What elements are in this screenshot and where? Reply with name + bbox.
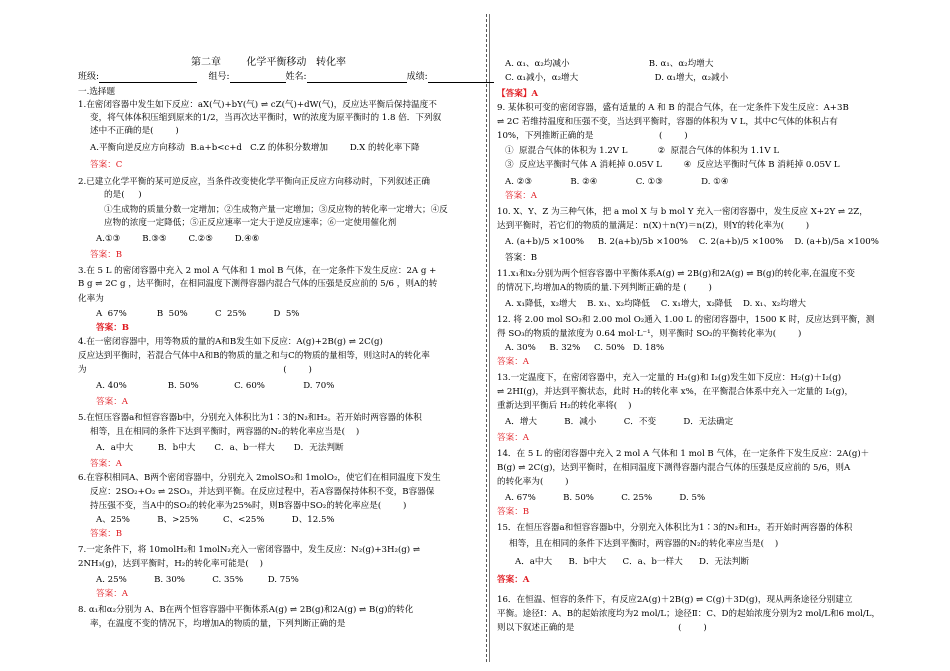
right-text-line: 14．在 5 L 的密闭容器中充入 2 mol A 气体和 1 mol B 气体，在一定条件下发生反应：2A(g)＋	[497, 449, 870, 459]
right-text-line: 的转化率为( )	[497, 477, 569, 487]
right-text-line: 重新达到平衡后 H₂的转化率将( )	[497, 401, 632, 411]
left-text-line: 相等，且在相同的条件下达到平衡时，两容器的N₂的转化率应当是( )	[90, 427, 360, 437]
left-text-line: 2.已建立化学平衡的某可逆反应，当条件改变使化学平衡向正反应方向移动时，下列叙述正确	[78, 177, 430, 187]
answer-line: 答案：A	[497, 357, 529, 367]
right-text-line: 10. X、Y、Z 为三种气体，把 a mol X 与 b mol Y 充入一密闭容器中，发生反应 X+2Y ⇌ 2Z，	[497, 207, 868, 217]
left-text-line: A 67% B 50% C 25% D 5%	[96, 309, 300, 319]
class-blank	[99, 72, 197, 83]
left-text-line: 的是( )	[104, 190, 142, 200]
left-text-line: 2NH₃(g)，达到平衡时，H₂的转化率可能是( )	[78, 559, 264, 569]
right-text-line: 相等，且在相同的条件下达到平衡时，两容器的N₂的转化率应当是( )	[509, 539, 779, 549]
column-divider-solid	[489, 14, 490, 662]
group-label: 组号:	[208, 72, 230, 82]
right-text-line: C. α₁减小，α₂增大 D. α₁增大，α₂减小	[505, 73, 729, 83]
left-text-line: A．a中大 B．b中大 C．a、b一样大 D．无法判断	[96, 443, 344, 453]
right-text-line: B(g) ⇌ 2C(g)，达到平衡时，在相同温度下测得容器内混合气体的压强是反应前的 5/6，则A	[497, 463, 851, 473]
right-text-line: A. 30% B. 32% C. 50% D. 18%	[505, 343, 665, 353]
right-text-line: 平衡。途径Ⅰ：A、B的起始浓度均为2 mol/L；途径Ⅱ：C、D的起始浓度分别为2 mol/L和6 mol/L，	[497, 609, 881, 619]
left-text-line: A、25% B、>25% C、<25% D、12.5%	[96, 515, 335, 525]
left-text-line: 4.在一密闭容器中，用等物质的量的A和B发生如下反应：A(g)+2B(g) ⇌ 2C(g)	[78, 337, 383, 347]
right-text-line: A. 67% B. 50% C. 25% D. 5%	[505, 493, 706, 503]
right-text-line: 得 SO₃的物质的量浓度为 0.64 mol·L⁻¹，则平衡时 SO₂的平衡转化率为( )	[497, 329, 802, 339]
right-text-line: A. (a+b)/5 ×100% B. 2(a+b)/5b ×100% C. 2(a+b)/5 ×100% D. (a+b)/5a ×100%	[505, 237, 879, 247]
answer-line: 【答案】A	[497, 89, 539, 99]
answer-line: 答案：B	[96, 323, 130, 333]
answer-line: 答案：A	[96, 589, 128, 599]
right-text-line: 16．在恒温、恒容的条件下，有反应2A(g)＋2B(g) ⇌ C(g)＋3D(g)，现从两条途径分别建立	[497, 595, 853, 605]
left-text-line: 3.在 5 L 的密闭容器中充入 2 mol A 气体和 1 mol B 气体，在一定条件下发生反应：2A g +	[78, 266, 437, 276]
right-text-line: 的情况下,均增加A的物质的量.下列判断正确的是 ( )	[497, 283, 712, 293]
left-text-line: 为 ( )	[78, 365, 312, 375]
left-text-line: 应物的浓度一定降低；⑤正反应速率一定大于逆反应速率；⑥一定使用催化剂	[104, 218, 397, 228]
answer-line: 答案：A	[505, 191, 537, 201]
right-text-line: ① 原混合气体的体积为 1.2V L ② 原混合气体的体积为 1.1V L	[505, 146, 780, 156]
right-text-line: 则以下叙述正确的是 ( )	[497, 623, 707, 633]
left-text-line: 一.选择题	[78, 87, 116, 97]
right-text-line: ⇌ 2C 若维持温度和压强不变，当达到平衡时，容器的体积为 V L，其中C气体的体积占有	[497, 117, 838, 127]
right-text-line: A. ②③ B. ②④ C. ①③ D. ①④	[505, 177, 729, 187]
left-text-line: 反应达到平衡时，若混合气体中A和B的物质的量之和与C的物质的量相等，则这时A的转化率	[78, 351, 430, 361]
right-text-line: 达到平衡时，若它们的物质的量满足：n(X)＋n(Y)＝n(Z)，则Y的转化率为( )	[497, 221, 810, 231]
column-divider	[486, 14, 487, 662]
left-text-line: 6.在容积相同A、B两个密闭容器中，分别充入 2molSO₂和 1molO₂，使它们在相同温度下发生	[78, 473, 441, 483]
name-label: 姓名:	[285, 72, 307, 82]
answer-line: 答案：A	[497, 433, 529, 443]
answer-line: 答案：C	[90, 160, 123, 170]
right-text-line: 9. 某体积可变的密闭容器，盛有适量的 A 和 B 的混合气体，在一定条件下发生反应：A+3B	[497, 103, 849, 113]
answer-line: 答案：A	[497, 575, 530, 585]
answer-line: 答案：A	[90, 459, 122, 469]
right-text-line: 12. 将 2.00 mol SO₂和 2.00 mol O₂通入 1.00 L 的密闭容器中，1500 K 时，反应达到平衡，测	[497, 315, 875, 325]
left-text-line: 变，将气体体积压缩到原来的1/2，当再次达平衡时，W的浓度为原平衡时的 1.8 倍．下列叙	[90, 113, 442, 123]
name-blank	[307, 72, 407, 83]
right-text-line: ⇌ 2HI(g)，并达到平衡状态，此时 H₂的转化率 x%，在平衡混合体系中充入一定量的 I₂(g)，	[497, 387, 854, 397]
left-text-line: 率，在温度不变的情况下，均增加A的物质的量，下列判断正确的是	[90, 619, 346, 629]
score-label: 成绩:	[406, 72, 428, 82]
answer-line: 答案：A	[96, 397, 128, 407]
right-text-line: A. x₁降低，x₂增大 B. x₁、x₂均降低 C. x₁增大，x₂降低 D. x₁、x₂均增大	[505, 299, 807, 309]
left-text-line: 持压强不变，当A中的SO₂的转化率为25%时，则B容器中SO₂的转化率应是( )	[90, 501, 407, 511]
answer-line: 答案：B	[90, 250, 123, 260]
class-label: 班级:	[78, 72, 100, 82]
left-text-line: 化率为	[78, 294, 104, 304]
left-text-line: 5.在恒压容器a和恒容容器b中，分别充入体积比为1∶3的N₂和H₂。若开始时两容器的体积	[78, 413, 422, 423]
page-title: 第二章 化学平衡移动 转化率	[191, 57, 346, 68]
answer-line: 答案：B	[497, 507, 530, 517]
left-text-line: ①生成物的质量分数一定增加；②生成物产量一定增加；③反应物的转化率一定增大；④反	[104, 205, 448, 215]
right-text-line: A．a中大 B．b中大 C．a、b一样大 D．无法判断	[515, 557, 749, 567]
left-text-line: A. 40% B. 50% C. 60% D. 70%	[96, 381, 335, 391]
left-text-line: 述中不正确的是( )	[90, 126, 179, 136]
left-text-line: 8. α₁和α₂分别为 A、B在两个恒容容器中平衡体系A(g) ⇌ 2B(g)和2A(g) ⇌ B(g)的转化	[78, 605, 414, 615]
left-text-line: 7.一定条件下，将 10molH₂和 1molN₂充入一密闭容器中，发生反应：N₂(g)+3H₂(g) ⇌	[78, 545, 421, 555]
right-text-line: 答案：B	[505, 253, 538, 263]
left-text-line: B g ⇌ 2C g ，达平衡时，在相同温度下测得容器内混合气体的压强是反应前的 5/6 ，则A的转	[78, 279, 438, 289]
right-text-line: ③ 反应达平衡时气体 A 消耗掉 0.05V L ④ 反应达平衡时气体 B 消耗掉 0.05V L	[505, 160, 840, 170]
right-text-line: 13.一定温度下，在密闭容器中，充入一定量的 H₂(g)和 I₂(g)发生如下反应：H₂(g)＋I₂(g)	[497, 373, 842, 383]
group-blank	[230, 72, 286, 83]
left-text-line: A. 25% B. 30% C. 35% D. 75%	[96, 575, 299, 585]
left-text-line: A.①③ B.③⑤ C.②⑤ D.④⑥	[96, 234, 260, 244]
right-text-line: 15．在恒压容器a和恒容容器b中，分别充入体积比为1∶3的N₂和H₂，若开始时两容器的体积	[497, 523, 853, 533]
left-text-line: 反应：2SO₂+O₂ ⇌ 2SO₃，并达到平衡。在反应过程中，若A容器保持体积不变，B容器保	[90, 487, 435, 497]
right-text-line: A．增大 B．减小 C．不变 D．无法确定	[505, 417, 734, 427]
student-info-row	[78, 71, 478, 83]
left-text-line: A.平衡向逆反应方向移动 B.a+b<c+d C.Z 的体积分数增加 D.X 的转化率下降	[90, 143, 420, 153]
left-text-line: 1.在密闭容器中发生如下反应：aX(气)+bY(气) ⇌ cZ(气)+dW(气)，反应达平衡后保持温度不	[78, 100, 437, 110]
answer-line: 答案：B	[90, 529, 123, 539]
score-blank	[428, 72, 494, 83]
right-text-line: 11.x₁和x₂分别为两个恒容容器中平衡体系A(g) ⇌ 2B(g)和2A(g) ⇌ B(g)的转化率,在温度不变	[497, 269, 855, 279]
right-text-line: A. α₁、α₂均减小 B. α₁、α₂均增大	[505, 59, 714, 69]
right-text-line: 10%，下列推断正确的是 ( )	[497, 131, 688, 141]
